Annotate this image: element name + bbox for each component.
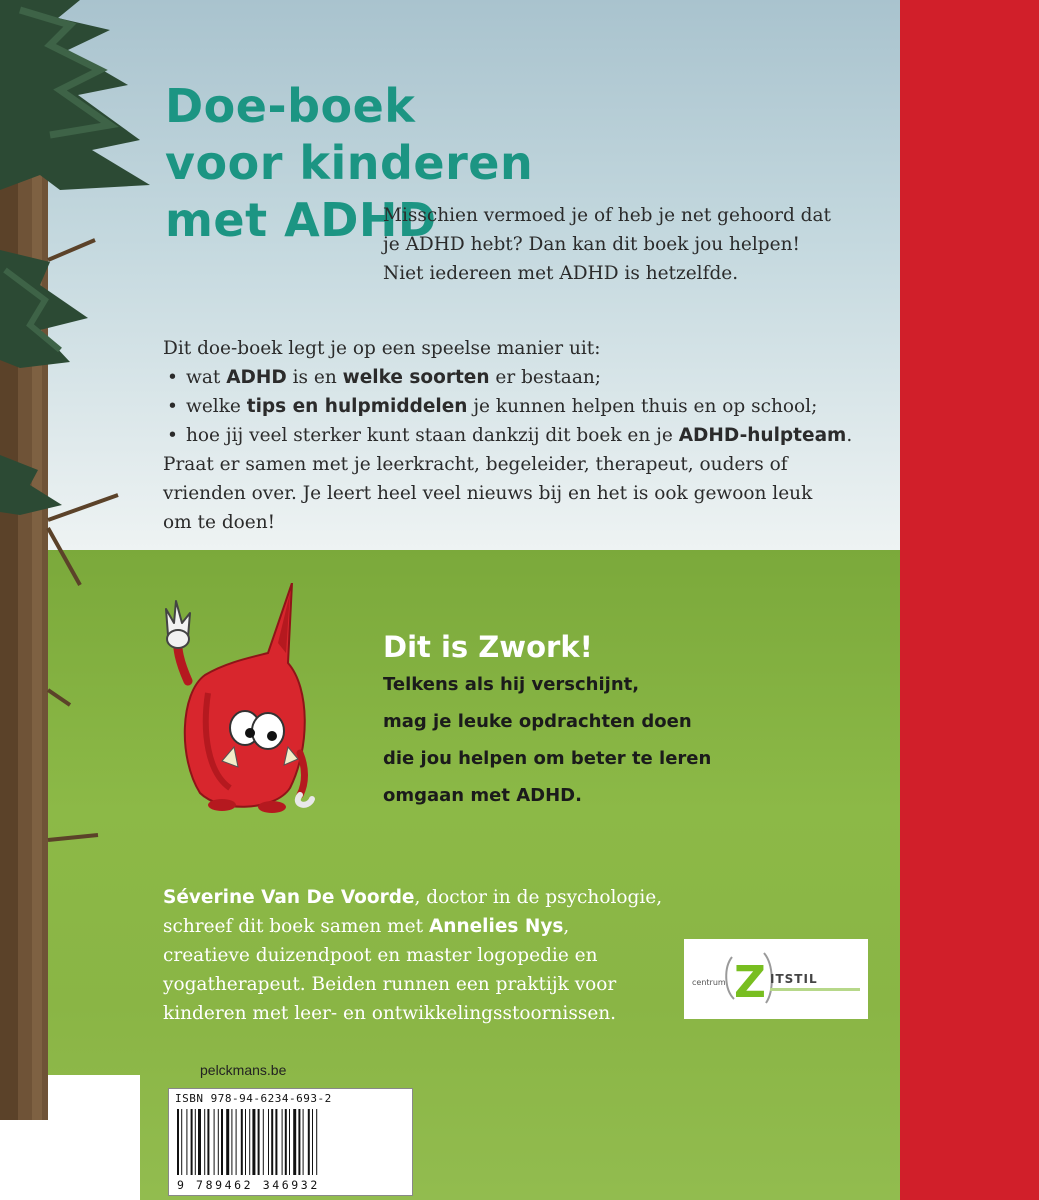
explain-closing-line: om te doen!	[163, 512, 276, 533]
logo-letter: Z	[734, 957, 766, 1008]
text-span: welke	[186, 396, 247, 417]
text-span: wat	[186, 367, 227, 388]
text-span: schreef dit boek samen met	[163, 916, 429, 937]
author-line: creatieve duizendpoot en master logopedie en	[163, 945, 598, 966]
author-line	[163, 883, 673, 912]
topic-item	[163, 421, 883, 450]
zwork-line: omgaan met ADHD.	[383, 785, 582, 806]
bold-span: ADHD-hulpteam	[678, 425, 847, 446]
topic-item	[163, 363, 883, 392]
isbn-barcode	[168, 1088, 413, 1196]
intro-line: Misschien vermoed je of heb je net gehoord dat	[383, 205, 831, 226]
author-bio	[163, 883, 673, 1028]
zwork-line: Telkens als hij verschijnt,	[383, 674, 640, 695]
author-line	[163, 912, 673, 941]
zwork-line: mag je leuke opdrachten doen	[383, 711, 692, 732]
zwork-heading: Dit is Zwork!	[383, 630, 593, 664]
text-span: je kunnen helpen thuis en op school;	[467, 396, 818, 417]
zwork-description	[383, 666, 803, 814]
explanation-paragraph	[163, 334, 883, 537]
isbn-label: ISBN 978-94-6234-693-2	[175, 1092, 332, 1105]
text-span: , doctor in de psychologie,	[414, 887, 663, 908]
title-line-2: voor kinderen	[165, 136, 534, 190]
title-line-3: met ADHD	[165, 193, 437, 247]
bold-span: welke soorten	[342, 367, 490, 388]
text-span: is en	[286, 367, 343, 388]
text-span: er bestaan;	[489, 367, 601, 388]
text-span: hoe jij veel sterker kunt staan dankzij dit boek en je	[186, 425, 679, 446]
title-line-1: Doe-boek	[165, 79, 416, 133]
explain-lead: Dit doe-boek legt je op een speelse manier uit:	[163, 338, 601, 359]
logo-name: ITSTIL	[770, 972, 818, 986]
intro-line: Niet iedereen met ADHD is hetzelfde.	[383, 263, 739, 284]
intro-line: je ADHD hebt? Dan kan dit boek jou helpen!	[383, 234, 800, 255]
bold-span: ADHD	[226, 367, 287, 388]
topic-item	[163, 392, 883, 421]
author-name-1: Séverine Van De Voorde	[163, 887, 415, 908]
topic-list	[163, 363, 883, 450]
author-name-2: Annelies Nys	[428, 916, 564, 937]
bold-span: tips en hulpmiddelen	[246, 396, 468, 417]
publisher-url: pelckmans.be	[200, 1062, 287, 1078]
intro-paragraph	[383, 201, 853, 288]
zwork-line: die jou helpen om beter te leren	[383, 748, 712, 769]
zitstil-logo-graphic	[684, 939, 868, 1019]
text-span: ,	[563, 916, 570, 937]
author-line: yogatherapeut. Beiden runnen een praktijk voor	[163, 974, 617, 995]
zitstil-logo	[684, 939, 868, 1019]
barcode-bars	[175, 1109, 407, 1175]
author-line: kinderen met leer- en ontwikkelingsstoornissen.	[163, 1003, 617, 1024]
logo-prefix: centrum	[692, 978, 726, 987]
zwork-monster-illustration	[160, 583, 360, 813]
barcode-number: 9 789462 346932	[177, 1178, 320, 1192]
red-spine-band	[900, 0, 1039, 1200]
explain-closing-line: Praat er samen met je leerkracht, begeleider, therapeut, ouders of	[163, 454, 788, 475]
text-span: .	[846, 425, 853, 446]
pine-tree-illustration	[0, 0, 160, 1120]
explain-closing-line: vrienden over. Je leert heel veel nieuws bij en het is ook gewoon leuk	[163, 483, 813, 504]
